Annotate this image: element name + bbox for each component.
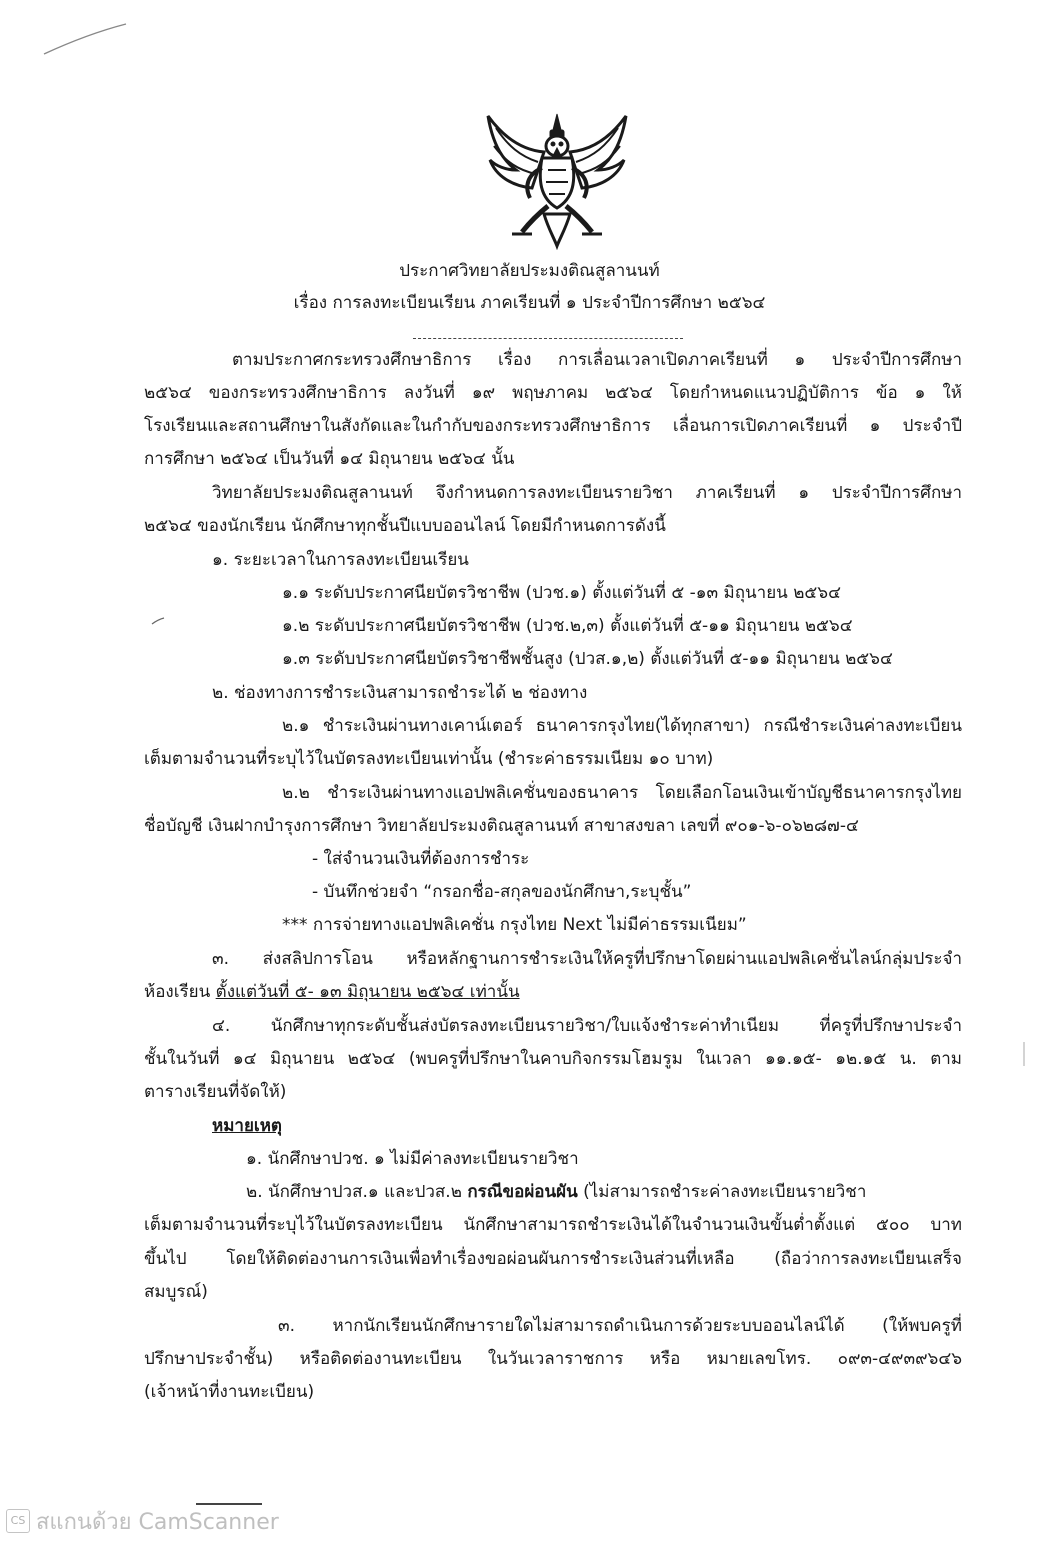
section2-bullet: - บันทึกช่วยจำ “กรอกชื่อ-สกุลของนักศึกษา,ระบุชั้น” xyxy=(312,882,692,902)
remark-2-line: ขึ้นไป โดยให้ติดต่องานการเงินเพื่อทำเรื่องขอผ่อนผันการชำระเงินส่วนที่เหลือ (ถือว่าการลงทะเบียนเสร็จ xyxy=(144,1249,962,1269)
section1-item: ๑.๒ ระดับประกาศนียบัตรวิชาชีพ (ปวช.๒,๓) ตั้งแต่วันที่ ๕-๑๑ มิถุนายน ๒๕๖๔ xyxy=(282,616,853,636)
section2-note: *** การจ่ายทางแอปพลิเคชั่น กรุงไทย Next ไม่มีค่าธรรมเนียม” xyxy=(282,915,747,935)
section1-item: ๑.๓ ระดับประกาศนียบัตรวิชาชีพชั้นสูง (ปวส.๑,๒) ตั้งแต่วันที่ ๕-๑๑ มิถุนายน ๒๕๖๔ xyxy=(282,649,893,669)
section4-line: ชั้นในวันที่ ๑๔ มิถุนายน ๒๕๖๔ (พบครูที่ปรึกษาในคาบกิจกรรมโฮมรูม ในเวลา ๑๑.๑๕- ๑๒.๑๕ น. ตาม xyxy=(144,1049,962,1069)
stray-mark xyxy=(150,615,166,627)
remarks-heading: หมายเหตุ xyxy=(212,1116,282,1136)
intro-p2-line: ๒๕๖๔ ของนักเรียน นักศึกษาทุกชั้นปีแบบออนไลน์ โดยมีกำหนดการดังนี้ xyxy=(144,516,666,536)
section1-item: ๑.๑ ระดับประกาศนียบัตรวิชาชีพ (ปวช.๑) ตั้งแต่วันที่ ๕ -๑๓ มิถุนายน ๒๕๖๔ xyxy=(282,583,841,603)
intro-p1-line: การศึกษา ๒๕๖๔ เป็นวันที่ ๑๔ มิถุนายน ๒๕๖๔ นั้น xyxy=(144,449,515,469)
remark-2-line: สมบูรณ์) xyxy=(144,1282,208,1302)
remark-2-first-line xyxy=(246,1179,866,1205)
remark-3-line: ปรึกษาประจำชั้น) หรือติดต่องานทะเบียน ในวันเวลาราชการ หรือ หมายเลขโทร. ๐๙๓-๔๙๓๙๖๔๖ xyxy=(144,1349,962,1369)
section1-heading: ๑. ระยะเวลาในการลงทะเบียนเรียน xyxy=(212,550,469,570)
section2-heading: ๒. ช่องทางการชำระเงินสามารถชำระได้ ๒ ช่องทาง xyxy=(212,683,588,703)
section2-item2-line: ชื่อบัญชี เงินฝากบำรุงการศึกษา วิทยาลัยประมงติณสูลานนท์ สาขาสงขลา เลขที่ ๙๐๑-๖-๐๖๒๘๗-๔ xyxy=(144,816,859,836)
remark-1: ๑. นักศึกษาปวช. ๑ ไม่มีค่าลงทะเบียนรายวิชา xyxy=(246,1149,579,1169)
section4-line: ตารางเรียนที่จัดให้) xyxy=(144,1082,287,1102)
camscanner-logo-icon: CS xyxy=(6,1509,30,1533)
intro-p1-line: ตามประกาศกระทรวงศึกษาธิการ เรื่อง การเลื่อนเวลาเปิดภาคเรียนที่ ๑ ประจำปีการศึกษา xyxy=(232,350,962,370)
remark-2-suffix: (ไม่สามารถชำระค่าลงทะเบียนรายวิชา xyxy=(577,1182,867,1202)
announcement-subject: เรื่อง การลงทะเบียนเรียน ภาคเรียนที่ ๑ ประจำปีการศึกษา ๒๕๖๔ xyxy=(293,293,766,313)
section3-line xyxy=(144,979,520,1005)
section3-line: ๓. ส่งสลิปการโอน หรือหลักฐานการชำระเงินให้ครูที่ปรึกษาโดยผ่านแอปพลิเคชั่นไลน์กลุ่มประจำ xyxy=(212,949,962,969)
section2-item1-line: ๒.๑ ชำระเงินผ่านทางเคาน์เตอร์ ธนาคารกรุงไทย(ได้ทุกสาขา) กรณีชำระเงินค่าลงทะเบียน xyxy=(282,716,962,736)
remark-2-prefix: ๒. นักศึกษาปวส.๑ และปวส.๒ xyxy=(246,1182,468,1202)
scanner-watermark xyxy=(6,1503,279,1539)
announcement-title: ประกาศวิทยาลัยประมงติณสูลานนท์ xyxy=(399,261,660,281)
section3-prefix: ห้องเรียน xyxy=(144,982,216,1002)
stray-dot xyxy=(1020,1040,1028,1068)
section4-line: ๔. นักศึกษาทุกระดับชั้นส่งบัตรลงทะเบียนรายวิชา/ใบแจ้งชำระค่าทำเนียม ที่ครูที่ปรึกษาประจำ xyxy=(212,1016,962,1036)
remark-2-line: เต็มตามจำนวนที่ระบุไว้ในบัตรลงทะเบียน นักศึกษาสามารถชำระเงินได้ในจำนวนเงินขั้นต่ำตั้งแต่ ๕๐๐ บาท xyxy=(144,1215,962,1235)
remark-3-line: (เจ้าหน้าที่งานทะเบียน) xyxy=(144,1382,315,1402)
remark-2-emphasis: กรณีขอผ่อนผัน xyxy=(467,1182,578,1202)
section2-item1-line: เต็มตามจำนวนที่ระบุไว้ในบัตรลงทะเบียนเท่านั้น (ชำระค่าธรรมเนียม ๑๐ บาท) xyxy=(144,749,714,769)
pen-mark xyxy=(40,20,130,60)
garuda-emblem-icon xyxy=(482,110,632,250)
intro-p1-line: โรงเรียนและสถานศึกษาในสังกัดและในกำกับของกระทรวงศึกษาธิการ เลื่อนการเปิดภาคเรียนที่ ๑ ประจำปี xyxy=(144,416,962,436)
remark-3-line: ๓. หากนักเรียนนักศึกษารายใดไม่สามารถดำเนินการด้วยระบบออนไลน์ได้ (ให้พบครูที่ xyxy=(278,1316,962,1336)
watermark-text: สแกนด้วย CamScanner xyxy=(36,1509,279,1535)
title-divider xyxy=(413,338,683,339)
section2-bullet: - ใส่จำนวนเงินที่ต้องการชำระ xyxy=(312,849,530,869)
intro-p2-line: วิทยาลัยประมงติณสูลานนท์ จึงกำหนดการลงทะเบียนรายวิชา ภาคเรียนที่ ๑ ประจำปีการศึกษา xyxy=(212,483,962,503)
section2-item2-line: ๒.๒ ชำระเงินผ่านทางแอปพลิเคชั่นของธนาคาร โดยเลือกโอนเงินเข้าบัญชีธนาคารกรุงไทย xyxy=(282,783,962,803)
section3-deadline: ตั้งแต่วันที่ ๕- ๑๓ มิถุนายน ๒๕๖๔ เท่านั้น xyxy=(215,982,520,1002)
intro-p1-line: ๒๕๖๔ ของกระทรวงศึกษาธิการ ลงวันที่ ๑๙ พฤษภาคม ๒๕๖๔ โดยกำหนดแนวปฏิบัติการ ข้อ ๑ ให้ xyxy=(144,383,962,403)
